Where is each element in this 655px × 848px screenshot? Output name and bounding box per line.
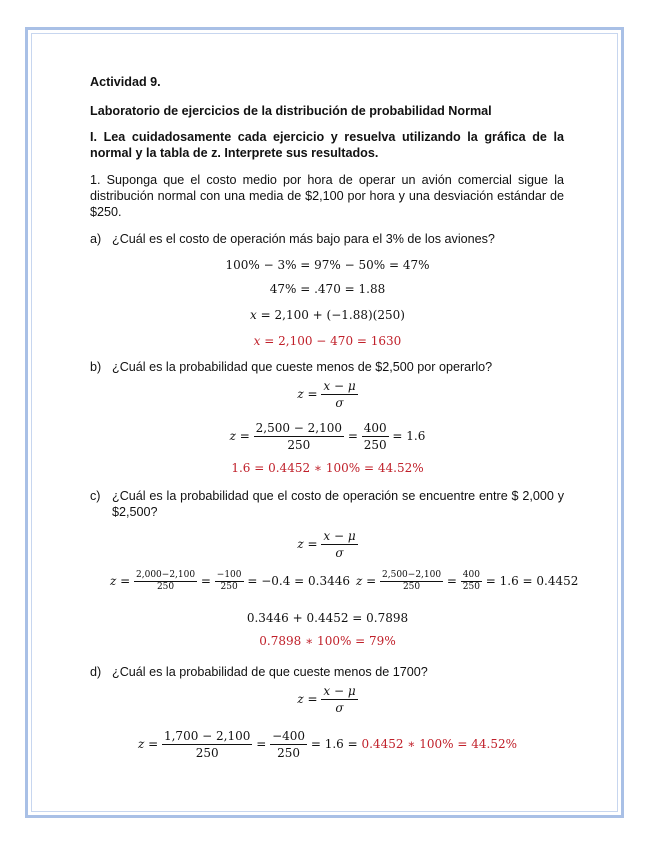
part-c-right-calc [356, 570, 578, 593]
denominator: 250 [462, 582, 480, 592]
equals: = [303, 692, 322, 706]
formula-fraction [321, 378, 357, 411]
fraction-1 [380, 570, 443, 593]
equals: = [443, 574, 461, 588]
calc-tail: = 1.6 [388, 429, 426, 443]
equals: = [252, 737, 271, 751]
var-z: z [137, 737, 145, 751]
denominator: σ [335, 701, 344, 715]
equals: = [303, 387, 322, 401]
part-d-calc [0, 728, 655, 761]
var-z: z [297, 387, 304, 401]
fraction-2 [461, 570, 482, 593]
numerator: 2,500 − 2,100 [255, 421, 343, 435]
equals: = [303, 537, 322, 551]
numerator: 400 [462, 570, 480, 580]
part-b-label: b) [90, 360, 102, 374]
formula-fraction [321, 528, 357, 561]
fraction-2 [215, 570, 244, 593]
var-x: x [250, 308, 257, 322]
denominator: 250 [220, 582, 238, 592]
denominator: σ [335, 396, 344, 410]
calc-tail: = −0.4 = 0.3446 [243, 574, 351, 588]
part-b-calc [0, 420, 655, 453]
equals: = [116, 574, 135, 588]
formula-fraction [321, 683, 357, 716]
denominator: 250 [287, 438, 311, 452]
fraction-2 [270, 728, 307, 761]
part-a-result [0, 333, 655, 349]
var-z: z [297, 692, 304, 706]
part-a-eq3-rest: = 2,100 + (−1.88)(250) [256, 308, 405, 322]
denominator: 250 [363, 438, 387, 452]
calc-tail: = 1.6 = 0.4452 [481, 574, 579, 588]
var-z: z [110, 574, 117, 588]
part-d-result: 0.4452 ∗ 100% = 44.52% [361, 737, 518, 751]
activity-title: Actividad 9. [90, 75, 161, 89]
var-z: z [356, 574, 363, 588]
equals: = [197, 574, 215, 588]
numerator: 1,700 − 2,100 [163, 729, 251, 743]
part-d-formula [0, 683, 655, 716]
equals: = [235, 429, 254, 443]
part-c-left-calc [110, 570, 350, 593]
equals: = [144, 737, 162, 751]
denominator: 250 [402, 582, 421, 592]
denominator: σ [335, 546, 344, 560]
denominator: 250 [156, 582, 175, 592]
denominator: 250 [277, 746, 300, 760]
part-a-eq1: 100% − 3% = 97% − 50% = 47% [225, 258, 430, 272]
instructions: I. Lea cuidadosamente cada ejercicio y resuelva utilizando la gráfica de la normal y la tabla de z. Interprete sus resultados. [90, 130, 564, 160]
numerator: −100 [216, 570, 242, 580]
numerator: x − μ [323, 684, 356, 698]
part-a-eq3 [0, 307, 655, 323]
part-c-question: ¿Cuál es la probabilidad que el costo de operación se encuentre entre $ 2,000 y $2,500? [112, 489, 564, 519]
part-b-formula [0, 378, 655, 411]
var-z: z [229, 429, 236, 443]
part-b-question: ¿Cuál es la probabilidad que cueste menos de $2,500 por operarlo? [112, 360, 493, 374]
numerator: −400 [272, 729, 306, 743]
numerator: x − μ [323, 379, 356, 393]
lab-subtitle: Laboratorio de ejercicios de la distribución de probabilidad Normal [90, 104, 492, 118]
part-a-eq2: 47% = .470 = 1.88 [269, 282, 386, 296]
fraction-1 [134, 570, 197, 593]
part-c-result: 0.7898 ∗ 100% = 79% [259, 634, 396, 648]
part-c-sum: 0.3446 + 0.4452 = 0.7898 [246, 611, 409, 625]
part-a-question: ¿Cuál es el costo de operación más bajo para el 3% de los aviones? [112, 232, 495, 246]
numerator: x − μ [323, 529, 356, 543]
numerator: 2,500−2,100 [382, 570, 442, 580]
fraction-1 [254, 420, 344, 453]
fraction-1 [162, 728, 252, 761]
equals: = [344, 429, 362, 443]
part-d-label: d) [90, 665, 102, 679]
problem-statement: 1. Suponga que el costo medio por hora de operar un avión comercial sigue la distribución normal con una media de $2,100 por hora y una desviación estándar de $250. [90, 173, 564, 219]
part-a-result-rest: = 2,100 − 470 = 1630 [260, 334, 402, 348]
part-c-label: c) [90, 489, 101, 503]
calc-tail: = 1.6 = [307, 737, 362, 751]
equals: = [362, 574, 381, 588]
numerator: 400 [363, 421, 387, 435]
part-b-result: 1.6 = 0.4452 ∗ 100% = 44.52% [231, 461, 424, 475]
part-c-formula [0, 528, 655, 561]
denominator: 250 [195, 746, 219, 760]
part-d-question: ¿Cuál es la probabilidad de que cueste menos de 1700? [112, 665, 428, 679]
fraction-2 [362, 420, 389, 453]
part-a-label: a) [90, 232, 102, 246]
var-x: x [253, 334, 261, 348]
var-z: z [297, 537, 304, 551]
numerator: 2,000−2,100 [136, 570, 196, 580]
